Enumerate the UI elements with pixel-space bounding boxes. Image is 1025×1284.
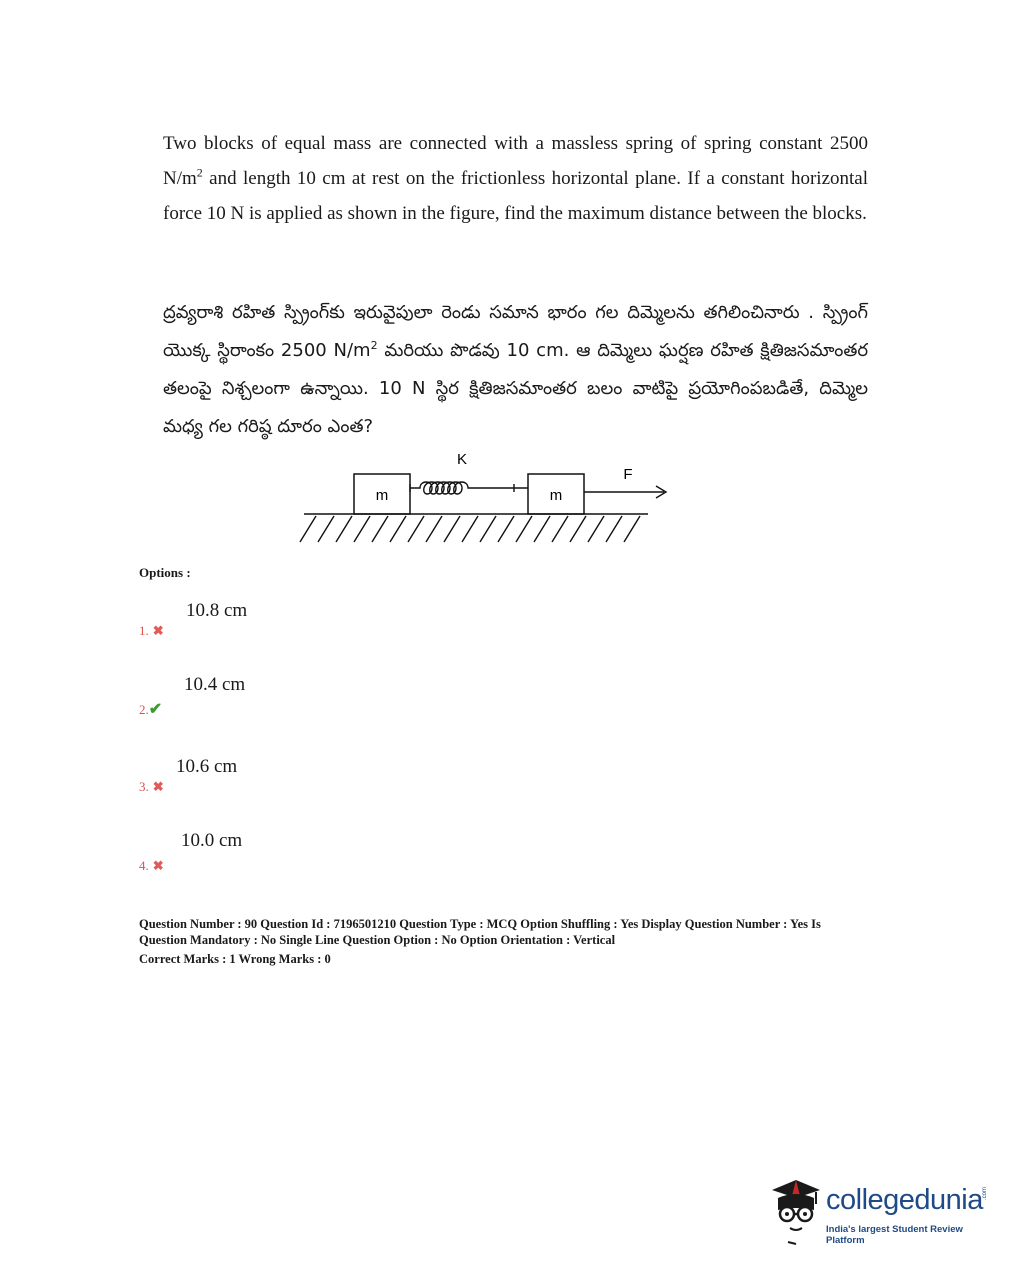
- option-2-text[interactable]: 10.4 cm: [184, 674, 246, 695]
- option-1-marker: [139, 622, 164, 640]
- question-en-superscript: 2: [196, 165, 203, 180]
- option-3-number: 3.: [139, 779, 149, 794]
- question-metadata: [139, 916, 909, 967]
- option-3-marker: [139, 778, 164, 796]
- question-te-part1: ద్రవ్యరాశి రహిత స్ప్రింగ్‌కు ఇరువైపులా రెండు సమాన భారం గల దిమ్మెలను తగిలించినారు . స్ప్రింగ్ యొక్క స్థిరాంకం 2500 N/m: [163, 302, 868, 361]
- spring-constant-label: K: [456, 451, 468, 468]
- collegedunia-logo: [766, 1176, 996, 1246]
- mascot-icon: [766, 1176, 826, 1246]
- metadata-line-3: Correct Marks : 1 Wrong Marks : 0: [139, 952, 331, 966]
- block-left-label: m: [375, 487, 389, 504]
- logo-suffix: .com: [982, 1186, 988, 1200]
- ground-surface: [300, 514, 648, 542]
- option-4-number: 4.: [139, 858, 149, 873]
- question-en-part2: and length 10 cm at rest on the frictionless horizontal plane. If a constant horizontal force 10 N is applied as shown in the figure, find the maximum distance between the blocks.: [163, 168, 868, 224]
- option-3-text[interactable]: 10.6 cm: [176, 756, 238, 777]
- correct-check-icon: ✔: [148, 701, 163, 718]
- spring-coil: [410, 482, 528, 494]
- metadata-line-2: Question Mandatory : No Single Line Question Option : No Option Orientation : Vertical: [139, 933, 616, 947]
- question-text-english: [163, 126, 868, 231]
- question-te-part2: మరియు పొడవు 10 cm. ఆ దిమ్మెలు ఘర్షణ రహిత క్షితిజసమాంతర తలంపై నిశ్చలంగా ఉన్నాయి. 10 N స్థిర క్షితిజసమాంతర బలం వాటిపై ప్రయోగింపబడితే, దిమ్మెల మధ్య గల గరిష్ఠ దూరం ఎంత?: [163, 340, 868, 437]
- wrong-mark-icon: ✖: [152, 623, 164, 638]
- option-1-text[interactable]: 10.8 cm: [186, 600, 248, 621]
- question-text-telugu: [163, 294, 868, 446]
- options-heading: Options :: [139, 565, 191, 580]
- block-right-label: m: [549, 487, 563, 504]
- wrong-mark-icon: ✖: [152, 858, 164, 873]
- wrong-mark-icon: ✖: [152, 779, 164, 794]
- question-en-part1: Two blocks of equal mass are connected with a massless spring of spring constant 2500 N/m: [163, 133, 868, 189]
- metadata-line-1: Question Number : 90 Question Id : 7196501210 Question Type : MCQ Option Shuffling : Yes Display Question Number : Yes Is: [139, 917, 821, 931]
- force-label: F: [623, 466, 633, 483]
- logo-wordmark: collegedunia: [826, 1184, 983, 1216]
- option-1-number: 1.: [139, 623, 149, 638]
- question-te-superscript: 2: [370, 339, 378, 352]
- option-4-text[interactable]: 10.0 cm: [181, 830, 243, 851]
- option-2-number: 2.: [139, 702, 149, 717]
- spring-blocks-figure: [296, 446, 676, 550]
- option-2-marker: [139, 699, 162, 719]
- option-4-marker: [139, 857, 164, 875]
- logo-tagline: India's largest Student Review Platform: [826, 1224, 963, 1246]
